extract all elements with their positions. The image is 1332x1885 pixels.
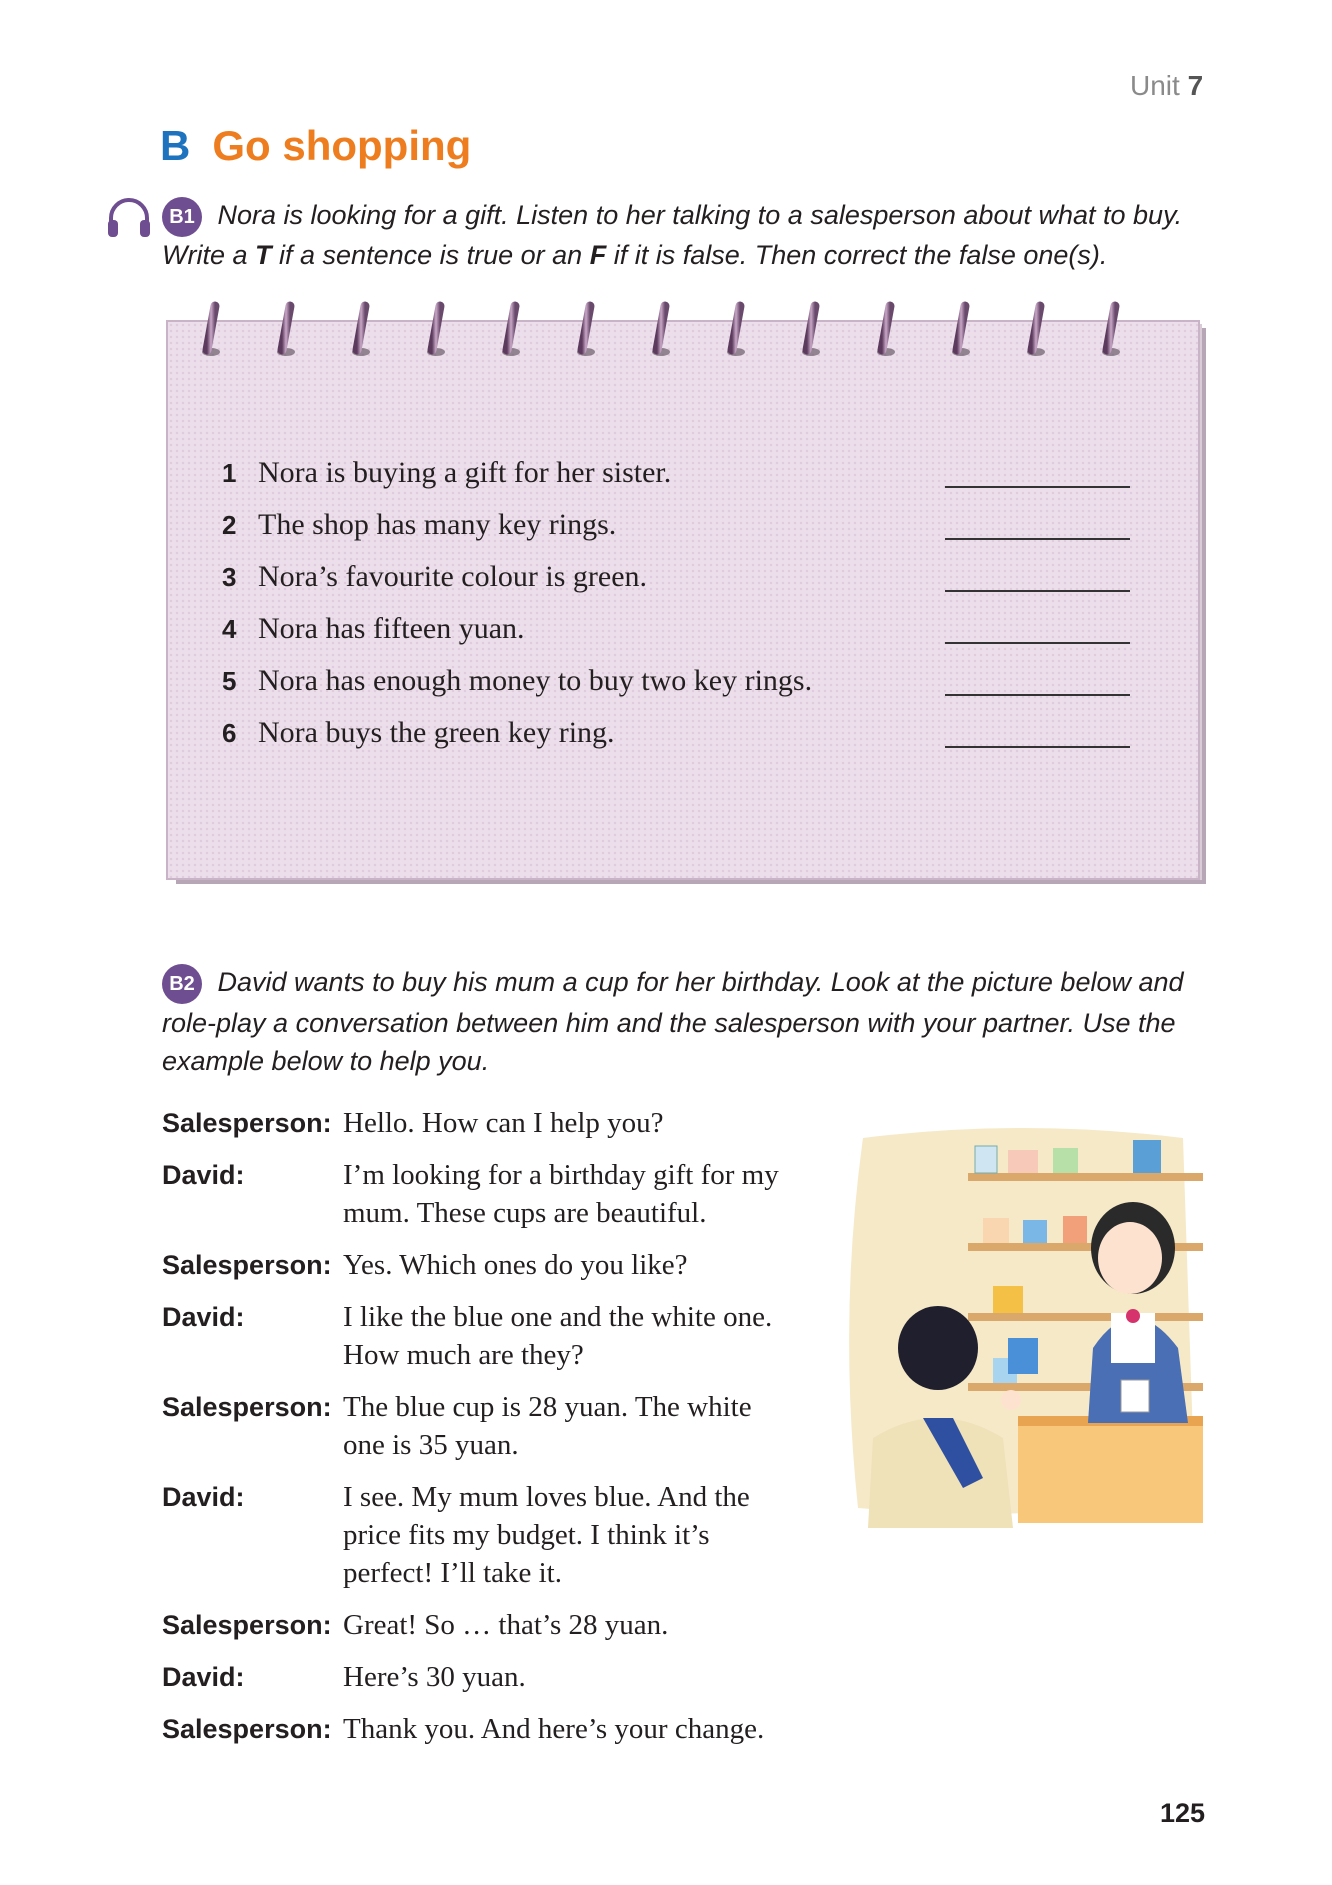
dialogue-line: Yes. Which ones do you like? [343, 1249, 688, 1281]
statement-text: Nora has enough money to buy two key rings. [258, 664, 813, 697]
statement-row [222, 456, 671, 490]
b1-instr-part: Write a [162, 240, 256, 270]
dialogue-speaker: Salesperson: [162, 1610, 332, 1640]
dialogue-speaker: David: [162, 1482, 245, 1512]
statement-number: 3 [222, 562, 237, 592]
statement-number: 1 [222, 458, 237, 488]
shop-illustration [843, 1118, 1203, 1528]
dialogue-speaker: Salesperson: [162, 1392, 332, 1422]
dialogue-line: Great! So … that’s 28 yuan. [343, 1609, 669, 1641]
spiral-rings [190, 298, 1190, 368]
b2-instruction-text1: David wants to buy his mum a cup for her birthday. Look at the picture below and [217, 967, 1184, 997]
statement-row [222, 716, 615, 750]
headphones-icon [105, 196, 153, 240]
dialogue-line: one is 35 yuan. [343, 1429, 519, 1461]
dialogue-line: Here’s 30 yuan. [343, 1661, 526, 1693]
b2-instruction-line2: role-play a conversation between him and the salesperson with your partner. Use the [162, 1008, 1176, 1038]
section-name: Go shopping [212, 122, 472, 169]
true-letter: T [255, 240, 272, 270]
b1-instr-part: if a sentence is true or an [271, 240, 590, 270]
page-number: 125 [1160, 1798, 1206, 1828]
dialogue-line: perfect! I’ll take it. [343, 1557, 562, 1589]
section-title [160, 122, 471, 170]
unit-word: Unit [1130, 70, 1180, 101]
statement-text: The shop has many key rings. [258, 508, 617, 541]
b1-instruction-line1 [162, 196, 1182, 237]
dialogue-line: price fits my budget. I think it’s [343, 1519, 710, 1551]
dialogue-speaker: David: [162, 1662, 245, 1692]
statement-text: Nora has fifteen yuan. [258, 612, 525, 645]
b1-instr-part: if it is false. Then correct the false one(s). [606, 240, 1108, 270]
b1-badge: B1 [162, 197, 202, 237]
dialogue-line: The blue cup is 28 yuan. The white [343, 1391, 752, 1423]
dialogue-line: I like the blue one and the white one. [343, 1301, 773, 1333]
statement-row [222, 508, 616, 542]
dialogue-line: How much are they? [343, 1339, 584, 1371]
answer-blank[interactable] [945, 588, 1130, 592]
dialogue-speaker: Salesperson: [162, 1714, 332, 1744]
dialogue-speaker: Salesperson: [162, 1250, 332, 1280]
statement-text: Nora buys the green key ring. [258, 716, 615, 749]
b2-instruction-line3: example below to help you. [162, 1046, 490, 1076]
dialogue-line: I see. My mum loves blue. And the [343, 1481, 750, 1513]
statement-number: 5 [222, 666, 237, 696]
dialogue-speaker: David: [162, 1160, 245, 1190]
dialogue-speaker: Salesperson: [162, 1108, 332, 1138]
answer-blank[interactable] [945, 484, 1130, 488]
b1-instruction-text1: Nora is looking for a gift. Listen to her talking to a salesperson about what to buy. [217, 200, 1183, 230]
statement-row [222, 664, 812, 698]
unit-number: 7 [1187, 70, 1204, 101]
unit-label [1130, 70, 1203, 102]
statement-row [222, 612, 525, 646]
statement-number: 6 [222, 718, 237, 748]
b1-instruction-line2 [162, 236, 1107, 274]
section-letter: B [160, 122, 191, 169]
answer-blank[interactable] [945, 692, 1130, 696]
dialogue-line: Hello. How can I help you? [343, 1107, 664, 1139]
dialogue-line: I’m looking for a birthday gift for my [343, 1159, 779, 1191]
b2-instruction-line1 [162, 963, 1184, 1004]
dialogue-speaker: David: [162, 1302, 245, 1332]
answer-blank[interactable] [945, 744, 1130, 748]
notebook-card [166, 320, 1200, 880]
dialogue-line: mum. These cups are beautiful. [343, 1197, 707, 1229]
false-letter: F [589, 240, 607, 270]
statement-number: 2 [222, 510, 237, 540]
statement-number: 4 [222, 614, 237, 644]
dialogue-line: Thank you. And here’s your change. [343, 1713, 765, 1745]
statement-text: Nora is buying a gift for her sister. [258, 456, 672, 489]
b2-badge: B2 [162, 964, 202, 1004]
statement-row [222, 560, 647, 594]
answer-blank[interactable] [945, 640, 1130, 644]
answer-blank[interactable] [945, 536, 1130, 540]
statement-text: Nora’s favourite colour is green. [258, 560, 648, 593]
ring-icon [202, 306, 1120, 356]
